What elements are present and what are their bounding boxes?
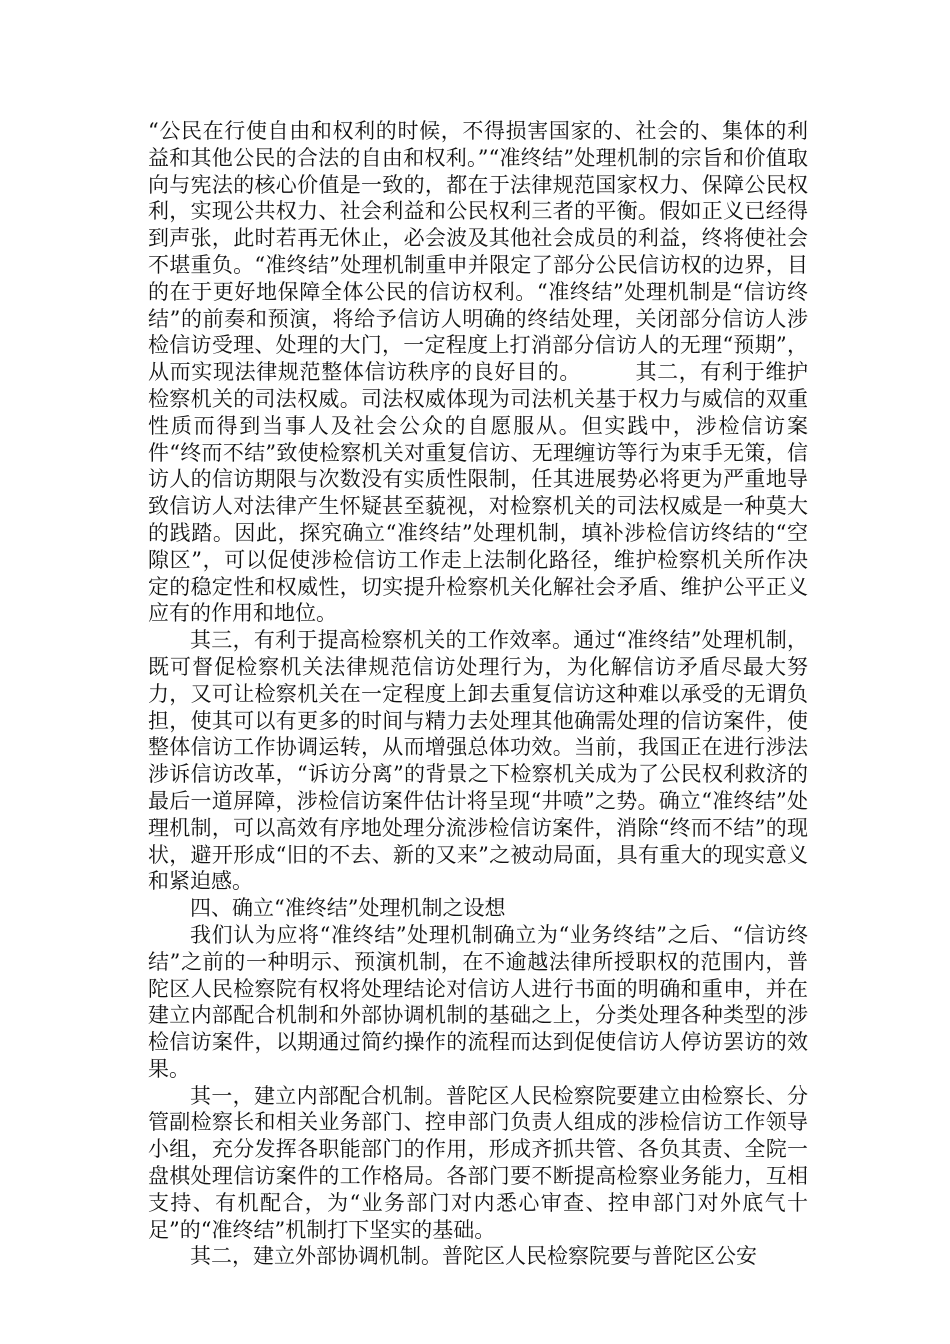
paragraph-1: “公民在行使自由和权利的时候，不得损害国家的、社会的、集体的利益和其他公民的合法的自由和权利。”“准终结”处理机制的宗旨和价值取向与宪法的核心价值是一致的，都在于法律规范国家权力、保障公民权利，实现公共权力、社会利益和公民权利三者的平衡。假如正义已经得到声张，此时若再无休止，必会波及其他社会成员的利益，终将使社会不堪重负。“准终结”处理机制重申并限定了部分公民信访权的边界，目的在于更好地保障全体公民的信访权利。“准终结”处理机制是“信访终结”的前奏和预演，将给予信访人明确的终结处理，关闭部分信访人涉检信访受理、处理的大门，一定程度上打消部分信访人的无理“预期”，从而实现法律规范整体信访秩序的良好目的。 其二，有利于维护检察机关的司法权威。司法权威体现为司法机关基于权力与威信的双重性质而得到当事人及社会公众的自愿服从。但实践中，涉检信访案件“终而不结”致使检察机关对重复信访、无理缠访等行为束手无策，信访人的信访期限与次数没有实质性限制，任其进展势必将更为严重地导致信访人对法律产生怀疑甚至藐视，对检察机关的司法权威是一种莫大的践踏。因此，探究确立“准终结”处理机制，填补涉检信访终结的“空隙区”，可以促使涉检信访工作走上法制化路径，维护检察机关所作决定的稳定性和权威性，切实提升检察机关化解社会矛盾、维护公平正义应有的作用和地位。 [148,119,808,626]
paragraph-2: 其三，有利于提高检察机关的工作效率。通过“准终结”处理机制，既可督促检察机关法律规范信访处理行为，为化解信访矛盾尽最大努力，又可让检察机关在一定程度上卸去重复信访这种难以承受的无谓负担，使其可以有更多的时间与精力去处理其他确需处理的信访案件，使整体信访工作协调运转，从而增强总体功效。当前，我国正在进行涉法涉诉信访改革，“诉访分离”的背景之下检察机关成为了公民权利救济的最后一道屏障，涉检信访案件估计将呈现“井喷”之势。确立“准终结”处理机制，可以高效有序地处理分流涉检信访案件，消除“终而不结”的现状，避开形成“旧的不去、新的又来”之被动局面，具有重大的现实意义和紧迫感。 [148,628,808,894]
paragraph-5: 其二，建立外部协调机制。普陀区人民检察院要与普陀区公安 [190,1244,757,1269]
paragraph-3: 我们认为应将“准终结”处理机制确立为“业务终结”之后、“信访终结”之前的一种明示、预演机制，在不逾越法律所授职权的范围内，普陀区人民检察院有权将处理结论对信访人进行书面的明确和重申，并在建立内部配合机制和外部协调机制的基础之上，分类处理各种类型的涉检信访案件，以期通过简约操作的流程而达到促使信访人停访罢访的效果。 [148,922,808,1081]
section-heading: 四、确立“准终结”处理机制之设想 [190,896,506,921]
document-body [148,118,808,1270]
paragraph-4: 其一，建立内部配合机制。普陀区人民检察院要建立由检察长、分管副检察长和相关业务部门、控申部门负责人组成的涉检信访工作领导小组，充分发挥各职能部门的作用，形成齐抓共管、各负其责、全院一盘棋处理信访案件的工作格局。各部门要不断提高检察业务能力，互相支持、有机配合，为“业务部门对内悉心审查、控申部门对外底气十足”的“准终结”机制打下坚实的基础。 [148,1083,808,1242]
